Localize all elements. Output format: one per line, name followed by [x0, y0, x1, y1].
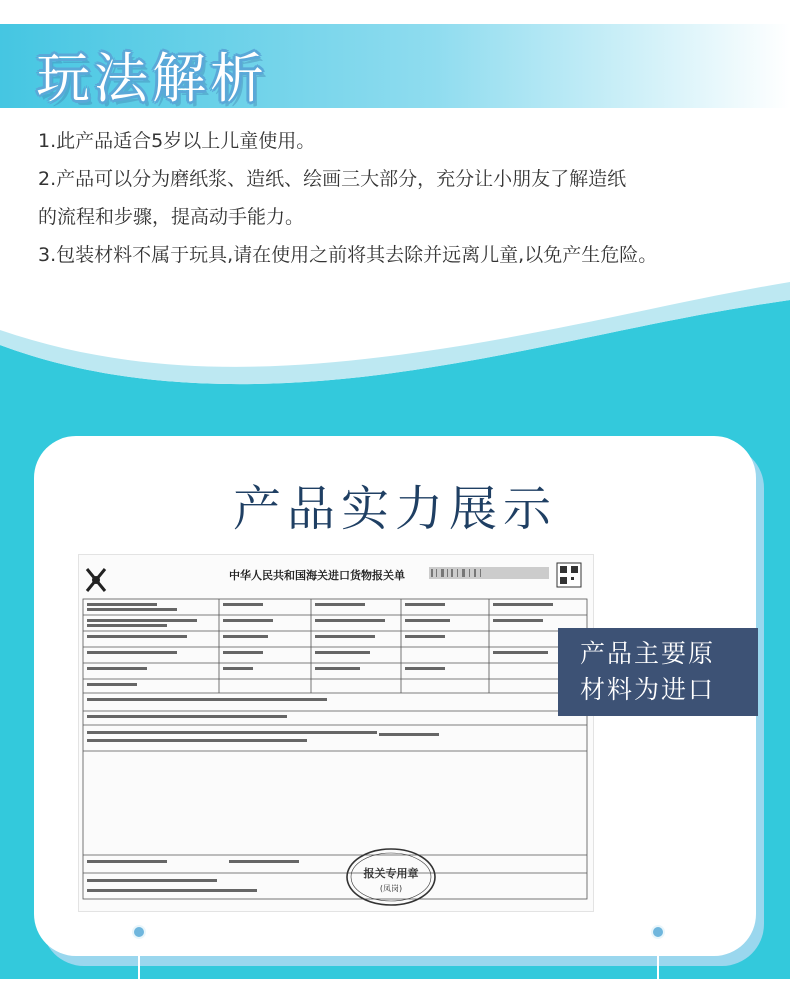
import-material-badge: [558, 628, 758, 716]
page-title: 玩法解析: [36, 47, 268, 110]
document-title: 中华人民共和国海关进口货物报关单: [229, 569, 405, 582]
customs-stamp-icon: [347, 849, 435, 905]
customs-logo-icon: [87, 569, 105, 591]
customs-declaration-image: [78, 554, 594, 912]
pin-dot-icon: [132, 925, 146, 939]
stamp-text: 报关专用章: [363, 867, 419, 880]
rules-list: [38, 122, 778, 274]
rule-item: 2.产品可以分为磨纸浆、造纸、绘画三大部分，充分让小朋友了解造纸: [38, 168, 627, 190]
barcode-icon: [429, 567, 549, 579]
badge-line: 产品主要原: [580, 639, 716, 668]
showcase-title: 产品实力展示: [232, 481, 557, 537]
form-grid: [83, 599, 587, 899]
rule-item: 的流程和步骤，提高动手能力。: [38, 206, 305, 228]
pin-line: [138, 939, 140, 981]
rule-item: 1.此产品适合5岁以上儿童使用。: [38, 130, 316, 152]
qr-code-icon: [557, 563, 581, 587]
pin-line: [657, 939, 659, 981]
pin-dot-icon: [651, 925, 665, 939]
badge-line: 材料为进口: [580, 675, 716, 704]
rule-item: 3.包装材料不属于玩具,请在使用之前将其去除并远离儿童,以免产生危险。: [38, 244, 658, 266]
stamp-subtext: (凤岗): [379, 884, 403, 893]
